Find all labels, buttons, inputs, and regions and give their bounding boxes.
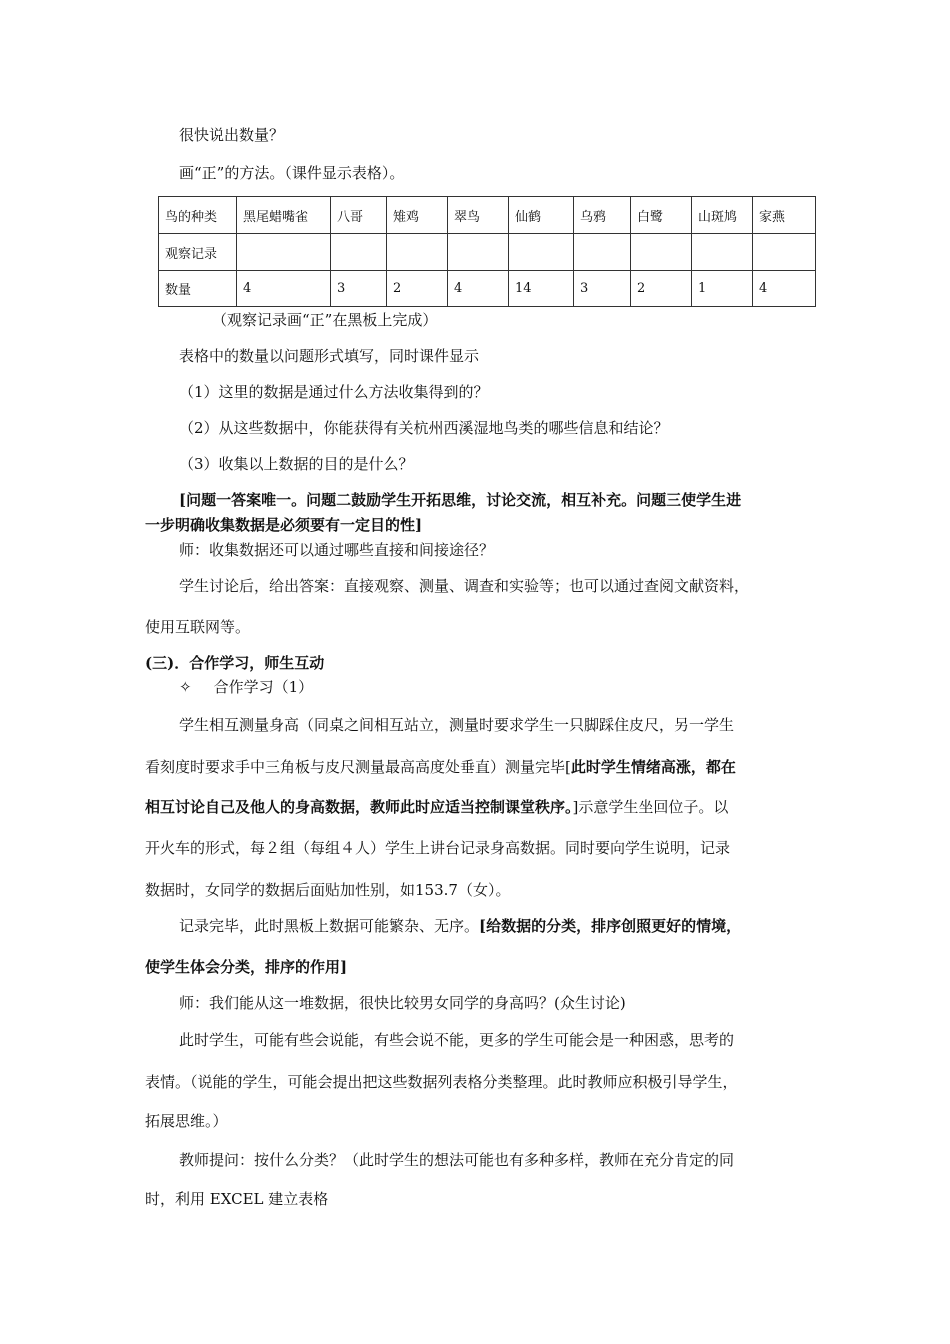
discussion-line-4: 教师提问：按什么分类？（此时学生的想法可能也有多种多样，教师在充分肯定的同	[179, 1151, 735, 1169]
teacher-question: 师：收集数据还可以通过哪些直接和间接途径？	[179, 541, 495, 559]
activity-line-3	[145, 797, 728, 817]
table-cell: 数量	[159, 271, 237, 307]
table-cell	[331, 234, 387, 271]
discussion-line-3: 拓展思维。）	[145, 1112, 228, 1130]
discussion-line-2: 表情。（说能的学生，可能会提出把这些数据列表格分类整理。此时教师应积极引导学生，	[145, 1073, 738, 1091]
activity-text: 看刻度时要求手中三角板与皮尺测量最高高度处垂直）测量完毕[	[145, 758, 571, 776]
table-note: （观察记录画“正”在黑板上完成）	[212, 311, 438, 329]
record-line-1	[179, 916, 741, 936]
section-heading: (三)．合作学习，师生互动	[145, 654, 325, 672]
table-cell: 观察记录	[159, 234, 237, 271]
discussion-line-1: 此时学生，可能有些会说能，有些会说不能，更多的学生可能会是一种困惑，思考的	[179, 1031, 735, 1049]
table-cell: 4	[237, 271, 331, 307]
diamond-bullet-icon: ✧	[179, 678, 192, 696]
table-cell: 14	[509, 271, 574, 307]
commentary-line-2: 一步明确收集数据是必须要有一定目的性]	[145, 516, 423, 534]
table-cell: 八哥	[331, 197, 387, 234]
table-row-count	[159, 271, 816, 307]
question-1: （1）这里的数据是通过什么方法收集得到的？	[179, 383, 489, 401]
activity-line-4: 开火车的形式，每２组（每组４人）学生上讲台记录身高数据。同时要向学生说明，记录	[145, 839, 731, 857]
table-header-row	[159, 197, 816, 234]
table-cell	[574, 234, 631, 271]
table-cell: 黑尾蜡嘴雀	[237, 197, 331, 234]
activity-commentary: 此时学生情绪高涨，都在	[570, 758, 736, 776]
table-cell: 1	[692, 271, 753, 307]
activity-line-2	[145, 757, 736, 777]
table-cell	[692, 234, 753, 271]
table-cell: 4	[448, 271, 509, 307]
discussion-line-5: 时，利用 EXCEL 建立表格	[145, 1190, 329, 1208]
table-cell: 鸟的种类	[159, 197, 237, 234]
student-answer-line-2: 使用互联网等。	[145, 618, 251, 636]
table-cell: 白鹭	[631, 197, 692, 234]
table-cell: 4	[753, 271, 816, 307]
intro-line-1: 很快说出数量？	[179, 126, 285, 144]
table-cell: 翠鸟	[448, 197, 509, 234]
teacher-question-2: 师：我们能从这一堆数据，很快比较男女同学的身高吗？(众生讨论)	[179, 994, 626, 1012]
activity-line-5: 数据时，女同学的数据后面贴加性别，如153.7（女）。	[145, 881, 511, 899]
table-cell: 乌鸦	[574, 197, 631, 234]
commentary-line-1: [问题一答案唯一。问题二鼓励学生开拓思维，讨论交流，相互补充。问题三使学生进	[179, 491, 742, 509]
questions-lead: 表格中的数量以问题形式填写，同时课件显示	[179, 347, 480, 365]
table-cell: 2	[631, 271, 692, 307]
bird-observation-table	[158, 196, 816, 307]
table-cell: 雉鸡	[387, 197, 448, 234]
intro-line-2: 画“正”的方法。（课件显示表格）。	[179, 164, 405, 182]
table-cell: 家燕	[753, 197, 816, 234]
activity-commentary: 相互讨论自己及他人的身高数据，教师此时应适当控制课堂秩序。	[145, 798, 573, 816]
student-answer-line-1: 学生讨论后，给出答案：直接观察、测量、调查和实验等；也可以通过查阅文献资料，	[179, 577, 750, 595]
sub-heading-label: 合作学习（1）	[213, 678, 314, 696]
table-cell: 3	[574, 271, 631, 307]
record-commentary: [给数据的分类，排序创照更好的情境，	[479, 917, 742, 935]
table-cell: 山斑鸠	[692, 197, 753, 234]
table-cell	[237, 234, 331, 271]
table-cell	[753, 234, 816, 271]
question-3: （3）收集以上数据的目的是什么？	[179, 455, 414, 473]
table-cell	[631, 234, 692, 271]
table-row-record	[159, 234, 816, 271]
record-text: 记录完毕，此时黑板上数据可能繁杂、无序。	[179, 917, 480, 935]
table-cell: 仙鹤	[509, 197, 574, 234]
table-cell: 3	[331, 271, 387, 307]
table-cell	[509, 234, 574, 271]
table-cell	[387, 234, 448, 271]
table-cell: 2	[387, 271, 448, 307]
table-cell	[448, 234, 509, 271]
activity-line-1: 学生相互测量身高（同桌之间相互站立，测量时要求学生一只脚踩住皮尺，另一学生	[179, 716, 735, 734]
activity-text: ]示意学生坐回位子。以	[572, 798, 729, 816]
record-line-2: 使学生体会分类，排序的作用]	[145, 958, 348, 976]
question-2: （2）从这些数据中，你能获得有关杭州西溪湿地鸟类的哪些信息和结论？	[179, 419, 669, 437]
sub-heading	[179, 677, 313, 697]
